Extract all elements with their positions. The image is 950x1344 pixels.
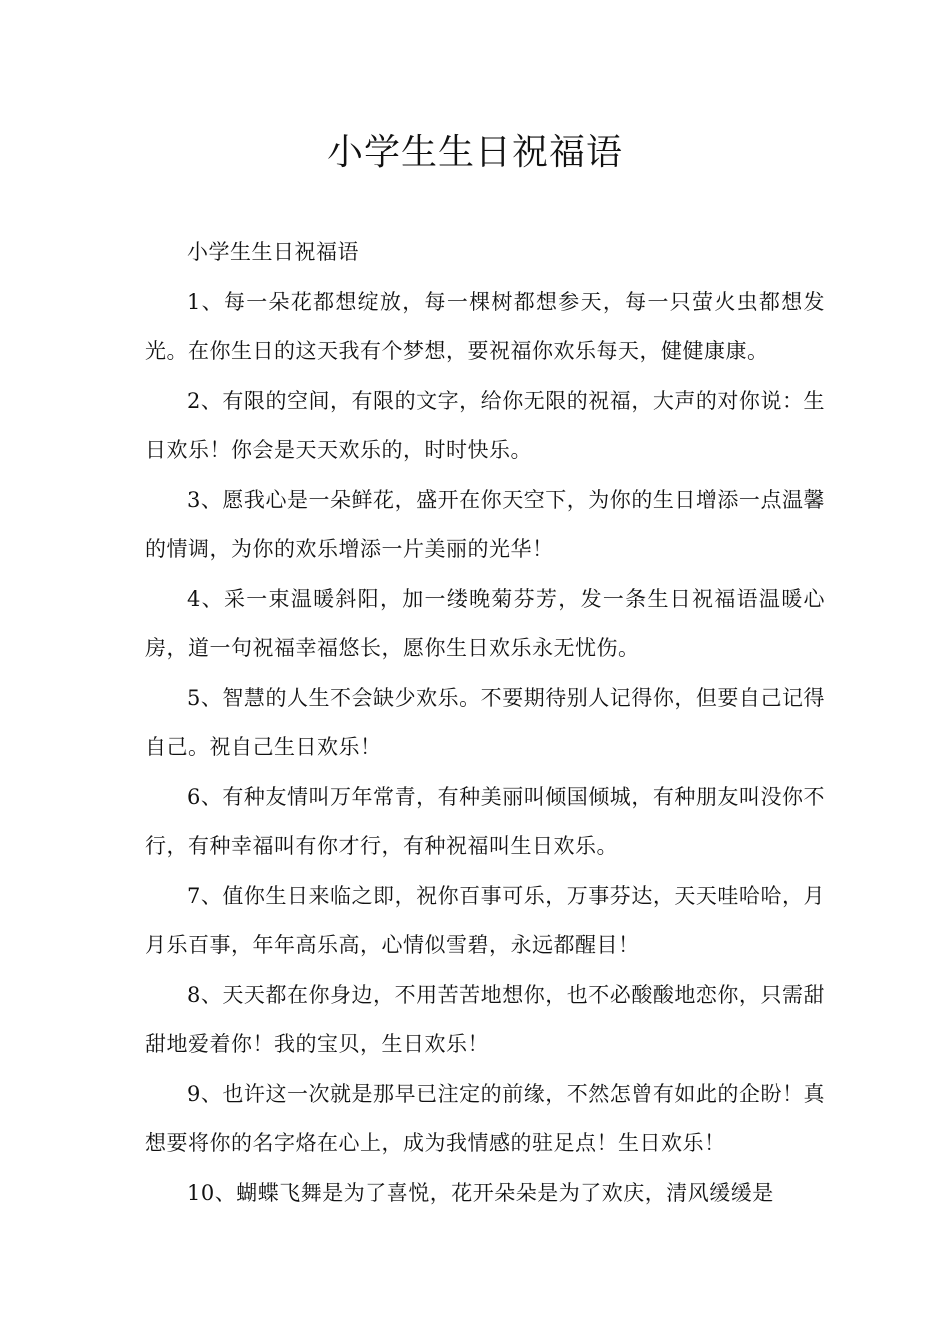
paragraph-4: 4、采一束温暖斜阳，加一缕晚菊芬芳，发一条生日祝福语温暖心房，道一句祝福幸福悠长，愿你生日欢乐永无忧伤。 xyxy=(145,586,825,660)
paragraph-subtitle: 小学生生日祝福语 xyxy=(187,240,359,264)
paragraph-5: 5、智慧的人生不会缺少欢乐。不要期待别人记得你，但要自己记得自己。祝自己生日欢乐！ xyxy=(145,685,825,759)
paragraph-7: 7、值你生日来临之即，祝你百事可乐，万事芬达，天天哇哈哈，月月乐百事，年年高乐高，心情似雪碧，永远都醒目！ xyxy=(145,883,825,957)
document-body xyxy=(145,228,825,1218)
paragraph-1: 1、每一朵花都想绽放，每一棵树都想参天，每一只萤火虫都想发光。在你生日的这天我有个梦想，要祝福你欢乐每天，健健康康。 xyxy=(145,289,825,363)
paragraph-10: 10、蝴蝶飞舞是为了喜悦，花开朵朵是为了欢庆，清风缓缓是 xyxy=(187,1180,774,1205)
paragraph-2: 2、有限的空间，有限的文字，给你无限的祝福，大声的对你说：生日欢乐！你会是天天欢乐的，时时快乐。 xyxy=(145,388,825,462)
paragraph-6: 6、有种友情叫万年常青，有种美丽叫倾国倾城，有种朋友叫没你不行，有种幸福叫有你才行，有种祝福叫生日欢乐。 xyxy=(145,784,825,858)
paragraph-9: 9、也许这一次就是那早已注定的前缘，不然怎曾有如此的企盼！真想要将你的名字烙在心上，成为我情感的驻足点！生日欢乐！ xyxy=(145,1081,825,1155)
document-title: 小学生生日祝福语 xyxy=(326,132,623,173)
paragraph-3: 3、愿我心是一朵鲜花，盛开在你天空下，为你的生日增添一点温馨的情调，为你的欢乐增添一片美丽的光华！ xyxy=(145,487,825,561)
paragraph-8: 8、天天都在你身边，不用苦苦地想你，也不必酸酸地恋你，只需甜甜地爱着你！我的宝贝，生日欢乐！ xyxy=(145,982,825,1056)
